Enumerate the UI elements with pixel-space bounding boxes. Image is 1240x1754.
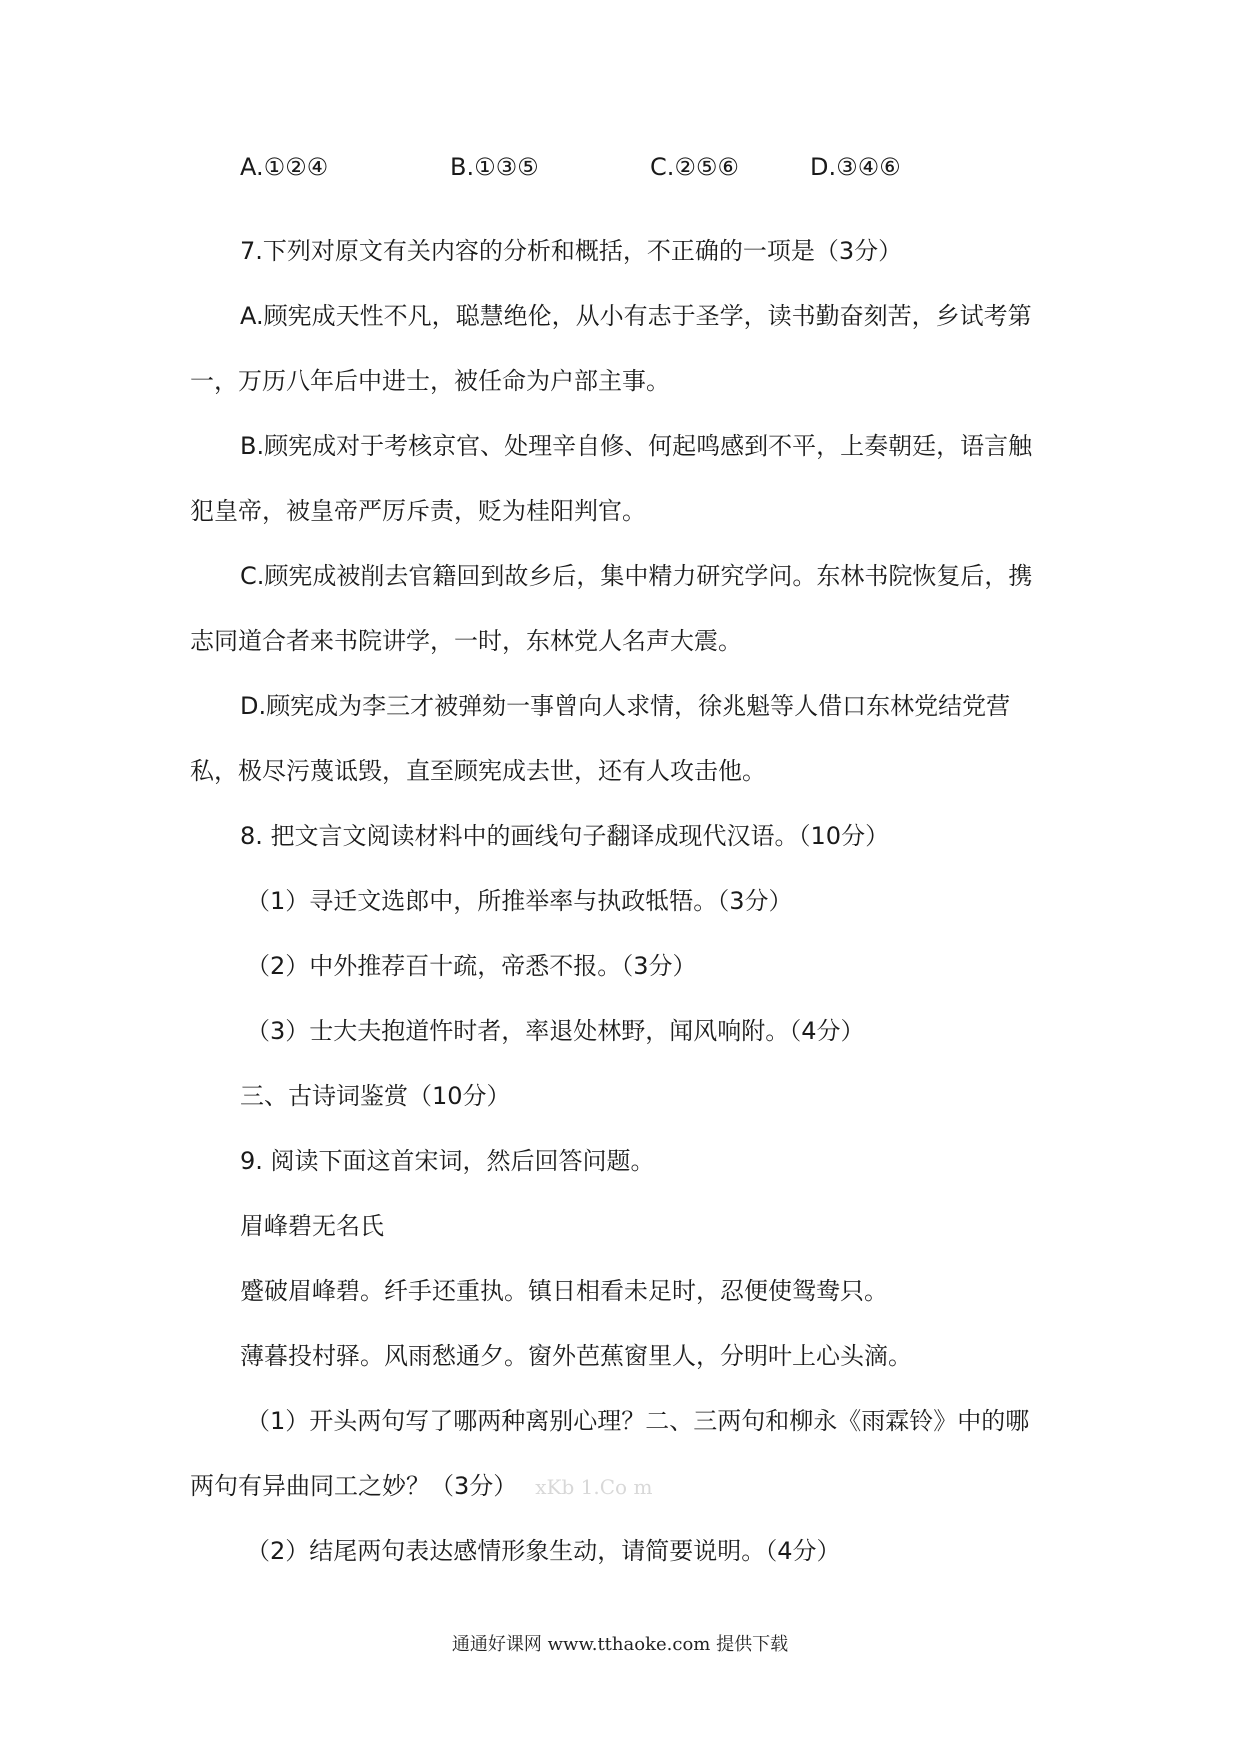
q9-part-1-line2 <box>0 1471 1240 1502</box>
q7-option-a-line2: 一，万历八年后中进士，被任命为户部主事。 <box>190 367 670 395</box>
q7-option-b-line2: 犯皇帝，被皇帝严厉斥责，贬为桂阳判官。 <box>190 497 646 525</box>
q7-option-d-line2: 私，极尽污蔑诋毁，直至顾宪成去世，还有人攻击他。 <box>190 757 766 785</box>
poem-title: 眉峰碧无名氏 <box>240 1212 384 1240</box>
q9-part-1-text: 两句有异曲同工之妙？（3分） <box>190 1472 518 1500</box>
q9-part-2: （2）结尾两句表达感情形象生动，请简要说明。（4分） <box>246 1537 841 1565</box>
q8-stem: 8. 把文言文阅读材料中的画线句子翻译成现代汉语。（10分） <box>240 822 890 850</box>
q8-sentence-3: （3）士大夫抱道忤时者，率退处林野，闻风响附。（4分） <box>246 1017 865 1045</box>
q9-part-1-line1: （1）开头两句写了哪两种离别心理？二、三两句和柳永《雨霖铃》中的哪 <box>246 1407 1030 1435</box>
q7-option-d-line1: D.顾宪成为李三才被弹劾一事曾向人求情，徐兆魁等人借口东林党结党营 <box>240 692 1011 720</box>
poem-stanza-2: 薄暮投村驿。风雨愁通夕。窗外芭蕉窗里人，分明叶上心头滴。 <box>240 1342 912 1370</box>
section-3-heading: 三、古诗词鉴赏（10分） <box>240 1082 511 1110</box>
q9-stem: 9. 阅读下面这首宋词，然后回答问题。 <box>240 1147 655 1175</box>
q8-sentence-1: （1）寻迁文选郎中，所推举率与执政牴牾。（3分） <box>246 887 793 915</box>
watermark-text: xKb 1.Co m <box>535 1475 653 1499</box>
q7-option-c-line1: C.顾宪成被削去官籍回到故乡后，集中精力研究学问。东林书院恢复后，携 <box>240 562 1033 590</box>
option-d: D.③④⑥ <box>810 153 901 181</box>
page-footer: 通通好课网 www.tthaoke.com 提供下载 <box>451 1634 789 1655</box>
q7-option-a-line1: A.顾宪成天性不凡，聪慧绝伦，从小有志于圣学，读书勤奋刻苦，乡试考第 <box>240 302 1032 330</box>
q7-stem: 7.下列对原文有关内容的分析和概括，不正确的一项是（3分） <box>240 237 903 265</box>
option-a: A.①②④ <box>240 153 329 181</box>
option-c: C.②⑤⑥ <box>650 153 739 181</box>
q7-option-b-line1: B.顾宪成对于考核京官、处理辛自修、何起鸣感到不平，上奏朝廷，语言触 <box>240 432 1033 460</box>
option-b: B.①③⑤ <box>450 153 539 181</box>
poem-stanza-1: 蹙破眉峰碧。纤手还重执。镇日相看未足时，忍便使鸳鸯只。 <box>240 1277 888 1305</box>
q8-sentence-2: （2）中外推荐百十疏，帝悉不报。（3分） <box>246 952 697 980</box>
q7-option-c-line2: 志同道合者来书院讲学，一时，东林党人名声大震。 <box>190 627 742 655</box>
